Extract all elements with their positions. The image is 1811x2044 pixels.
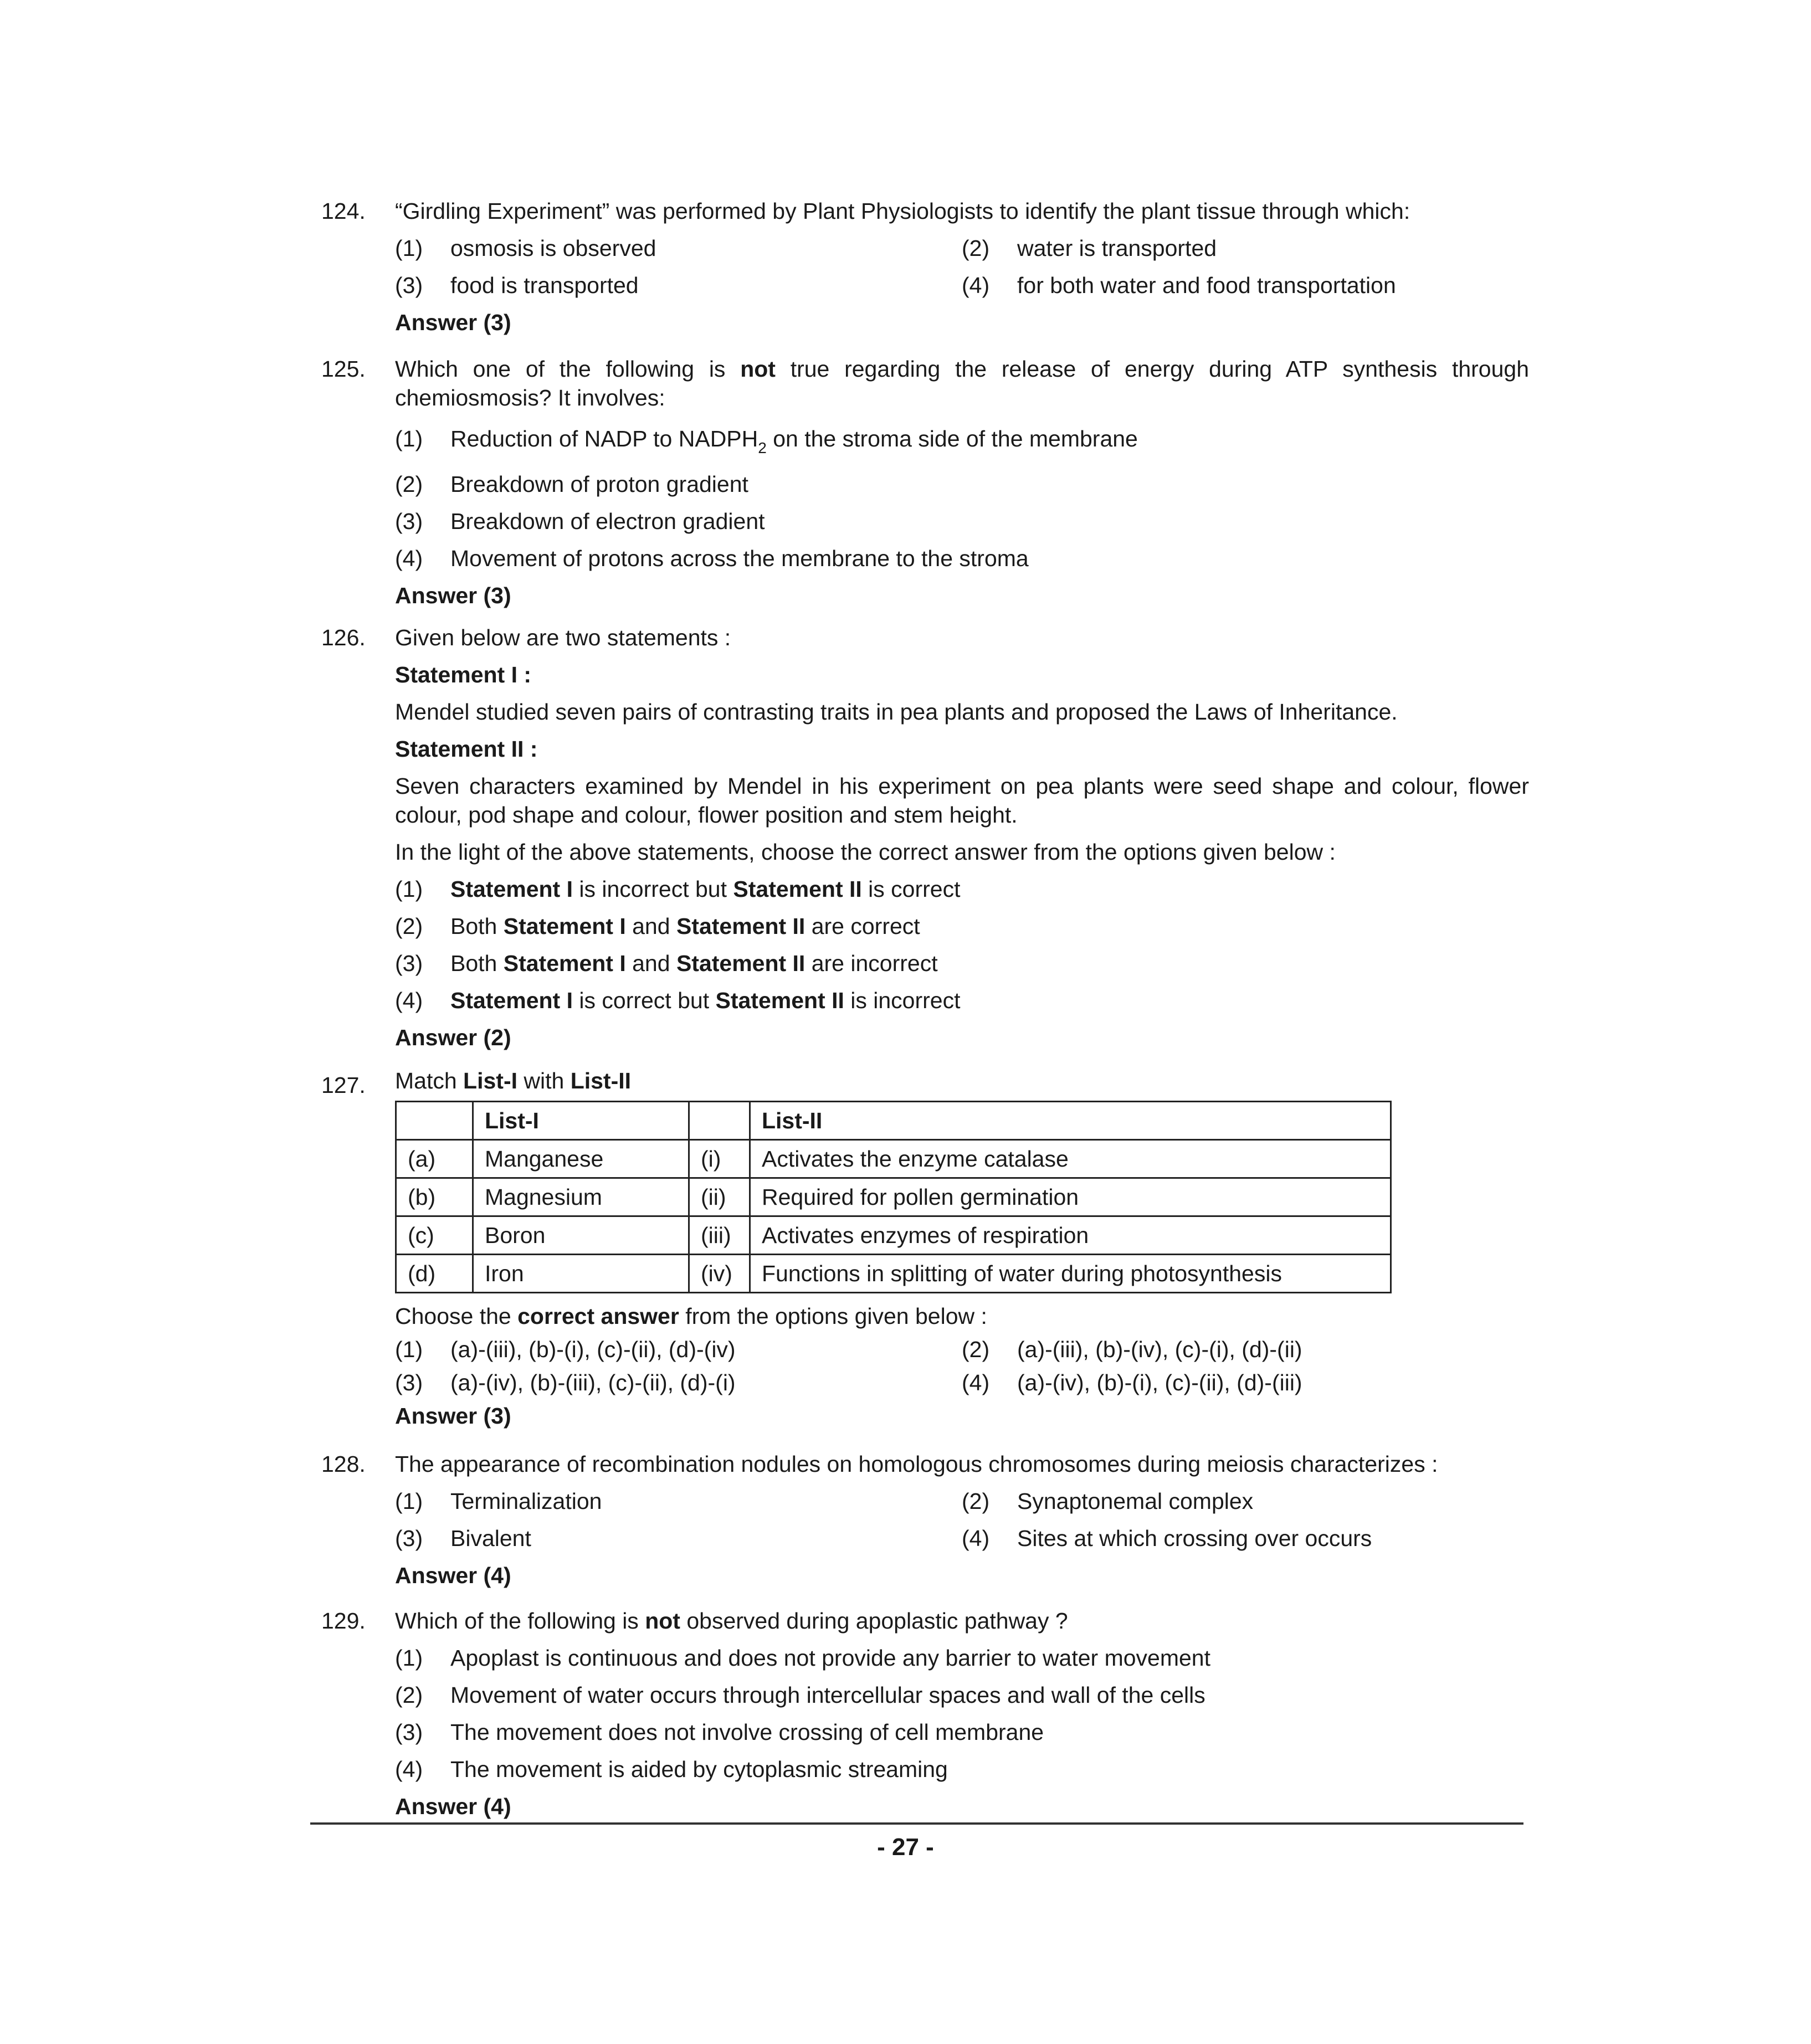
match-table [395, 1101, 1392, 1293]
question-stem: The appearance of recombination nodules on homologous chromosomes during meiosis characterizes : [395, 1451, 1438, 1477]
option-2: (2) Breakdown of proton gradient [395, 471, 748, 497]
answer: Answer (2) [395, 1025, 511, 1050]
question-128 [321, 1450, 1529, 1590]
list-1-header: List-I [473, 1102, 689, 1140]
statement-1-label: Statement I : [395, 662, 532, 687]
option-3: (3) The movement does not involve crossing of cell membrane [395, 1719, 1044, 1745]
table-header-row [396, 1102, 1391, 1140]
table-row: (d) Iron (iv) Functions in splitting of water during photosynthesis [396, 1255, 1391, 1293]
question-126 [321, 623, 1529, 1052]
page-number: - 27 - [877, 1834, 934, 1861]
option-3: (3) (a)-(iv), (b)-(iii), (c)-(ii), (d)-(i) [395, 1370, 736, 1395]
question-127 [321, 1066, 1529, 1430]
option-row [395, 1368, 1529, 1397]
option-row [395, 234, 1529, 263]
question-number: 128. [321, 1451, 366, 1477]
option-2: (2) water is transported [962, 235, 1217, 261]
answer: Answer (3) [395, 583, 511, 608]
statement-2-text: Seven characters examined by Mendel in his experiment on pea plants were seed shape and colour, flower colour, pod shape and colour, flower position and stem height. [395, 773, 1529, 828]
question-stem: “Girdling Experiment” was performed by Plant Physiologists to identify the plant tissue through which: [395, 198, 1410, 224]
option-3: (3) food is transported [395, 273, 639, 298]
table-row: (b) Magnesium (ii) Required for pollen germination [396, 1178, 1391, 1216]
statement-1-text: Mendel studied seven pairs of contrasting traits in pea plants and proposed the Laws of Inheritance. [395, 699, 1398, 725]
question-124 [321, 197, 1529, 337]
question-number: 126. [321, 625, 366, 650]
answer: Answer (4) [395, 1563, 511, 1588]
option-4: (4) Movement of protons across the membrane to the stroma [395, 546, 1029, 571]
choose-instruction: Choose the correct answer from the options given below : [395, 1303, 987, 1329]
answer: Answer (3) [395, 310, 511, 335]
question-stem: Which one of the following is not true regarding the release of energy during ATP synthesis through chemiosmosis? It involves: [395, 356, 1530, 410]
option-2: (2) Both Statement I and Statement II are correct [395, 913, 920, 939]
option-1: (1) osmosis is observed [395, 235, 656, 261]
option-2: (2) Synaptonemal complex [962, 1488, 1254, 1514]
option-row [395, 1335, 1529, 1364]
question-125 [321, 355, 1529, 610]
option-row [395, 271, 1529, 300]
footer-divider [310, 1822, 1523, 1825]
table-row: (c) Boron (iii) Activates enzymes of respiration [396, 1216, 1391, 1255]
option-1: (1) Terminalization [395, 1488, 602, 1514]
option-4: (4) Sites at which crossing over occurs [962, 1526, 1372, 1551]
option-3: (3) Bivalent [395, 1526, 531, 1551]
option-1: (1) (a)-(iii), (b)-(i), (c)-(ii), (d)-(iv) [395, 1337, 736, 1362]
list-2-header: List-II [750, 1102, 1391, 1140]
option-4: (4) Statement I is correct but Statement II is incorrect [395, 988, 961, 1013]
option-4: (4) for both water and food transportation [962, 273, 1396, 298]
option-4: (4) (a)-(iv), (b)-(i), (c)-(ii), (d)-(iii) [962, 1370, 1302, 1395]
question-number: 124. [321, 198, 366, 224]
statement-2-label: Statement II : [395, 736, 538, 762]
question-stem: Which of the following is not observed during apoplastic pathway ? [395, 1608, 1068, 1634]
question-stem: Match List-I with List-II [395, 1068, 632, 1093]
option-3: (3) Breakdown of electron gradient [395, 509, 765, 534]
option-2: (2) Movement of water occurs through intercellular spaces and wall of the cells [395, 1682, 1205, 1708]
option-1: (1) Reduction of NADP to $NADPH_2$ on the stroma side of the membrane [395, 426, 1138, 456]
question-129 [321, 1606, 1529, 1821]
table-row: (a) Manganese (i) Activates the enzyme catalase [396, 1140, 1391, 1178]
question-stem: Given below are two statements : [395, 625, 731, 650]
option-1: (1) Statement I is incorrect but Statement II is correct [395, 876, 961, 902]
option-row [395, 1524, 1529, 1553]
option-4: (4) The movement is aided by cytoplasmic streaming [395, 1757, 948, 1782]
instruction: In the light of the above statements, choose the correct answer from the options given below : [395, 839, 1336, 865]
question-number: 127. [321, 1072, 366, 1098]
option-1: (1) Apoplast is continuous and does not provide any barrier to water movement [395, 1645, 1210, 1671]
question-number: 129. [321, 1608, 366, 1634]
option-row [395, 1487, 1529, 1516]
option-3: (3) Both Statement I and Statement II are incorrect [395, 951, 938, 976]
question-number: 125. [321, 356, 366, 382]
answer: Answer (3) [395, 1403, 511, 1429]
answer: Answer (4) [395, 1794, 511, 1819]
option-2: (2) (a)-(iii), (b)-(iv), (c)-(i), (d)-(ii) [962, 1337, 1302, 1362]
